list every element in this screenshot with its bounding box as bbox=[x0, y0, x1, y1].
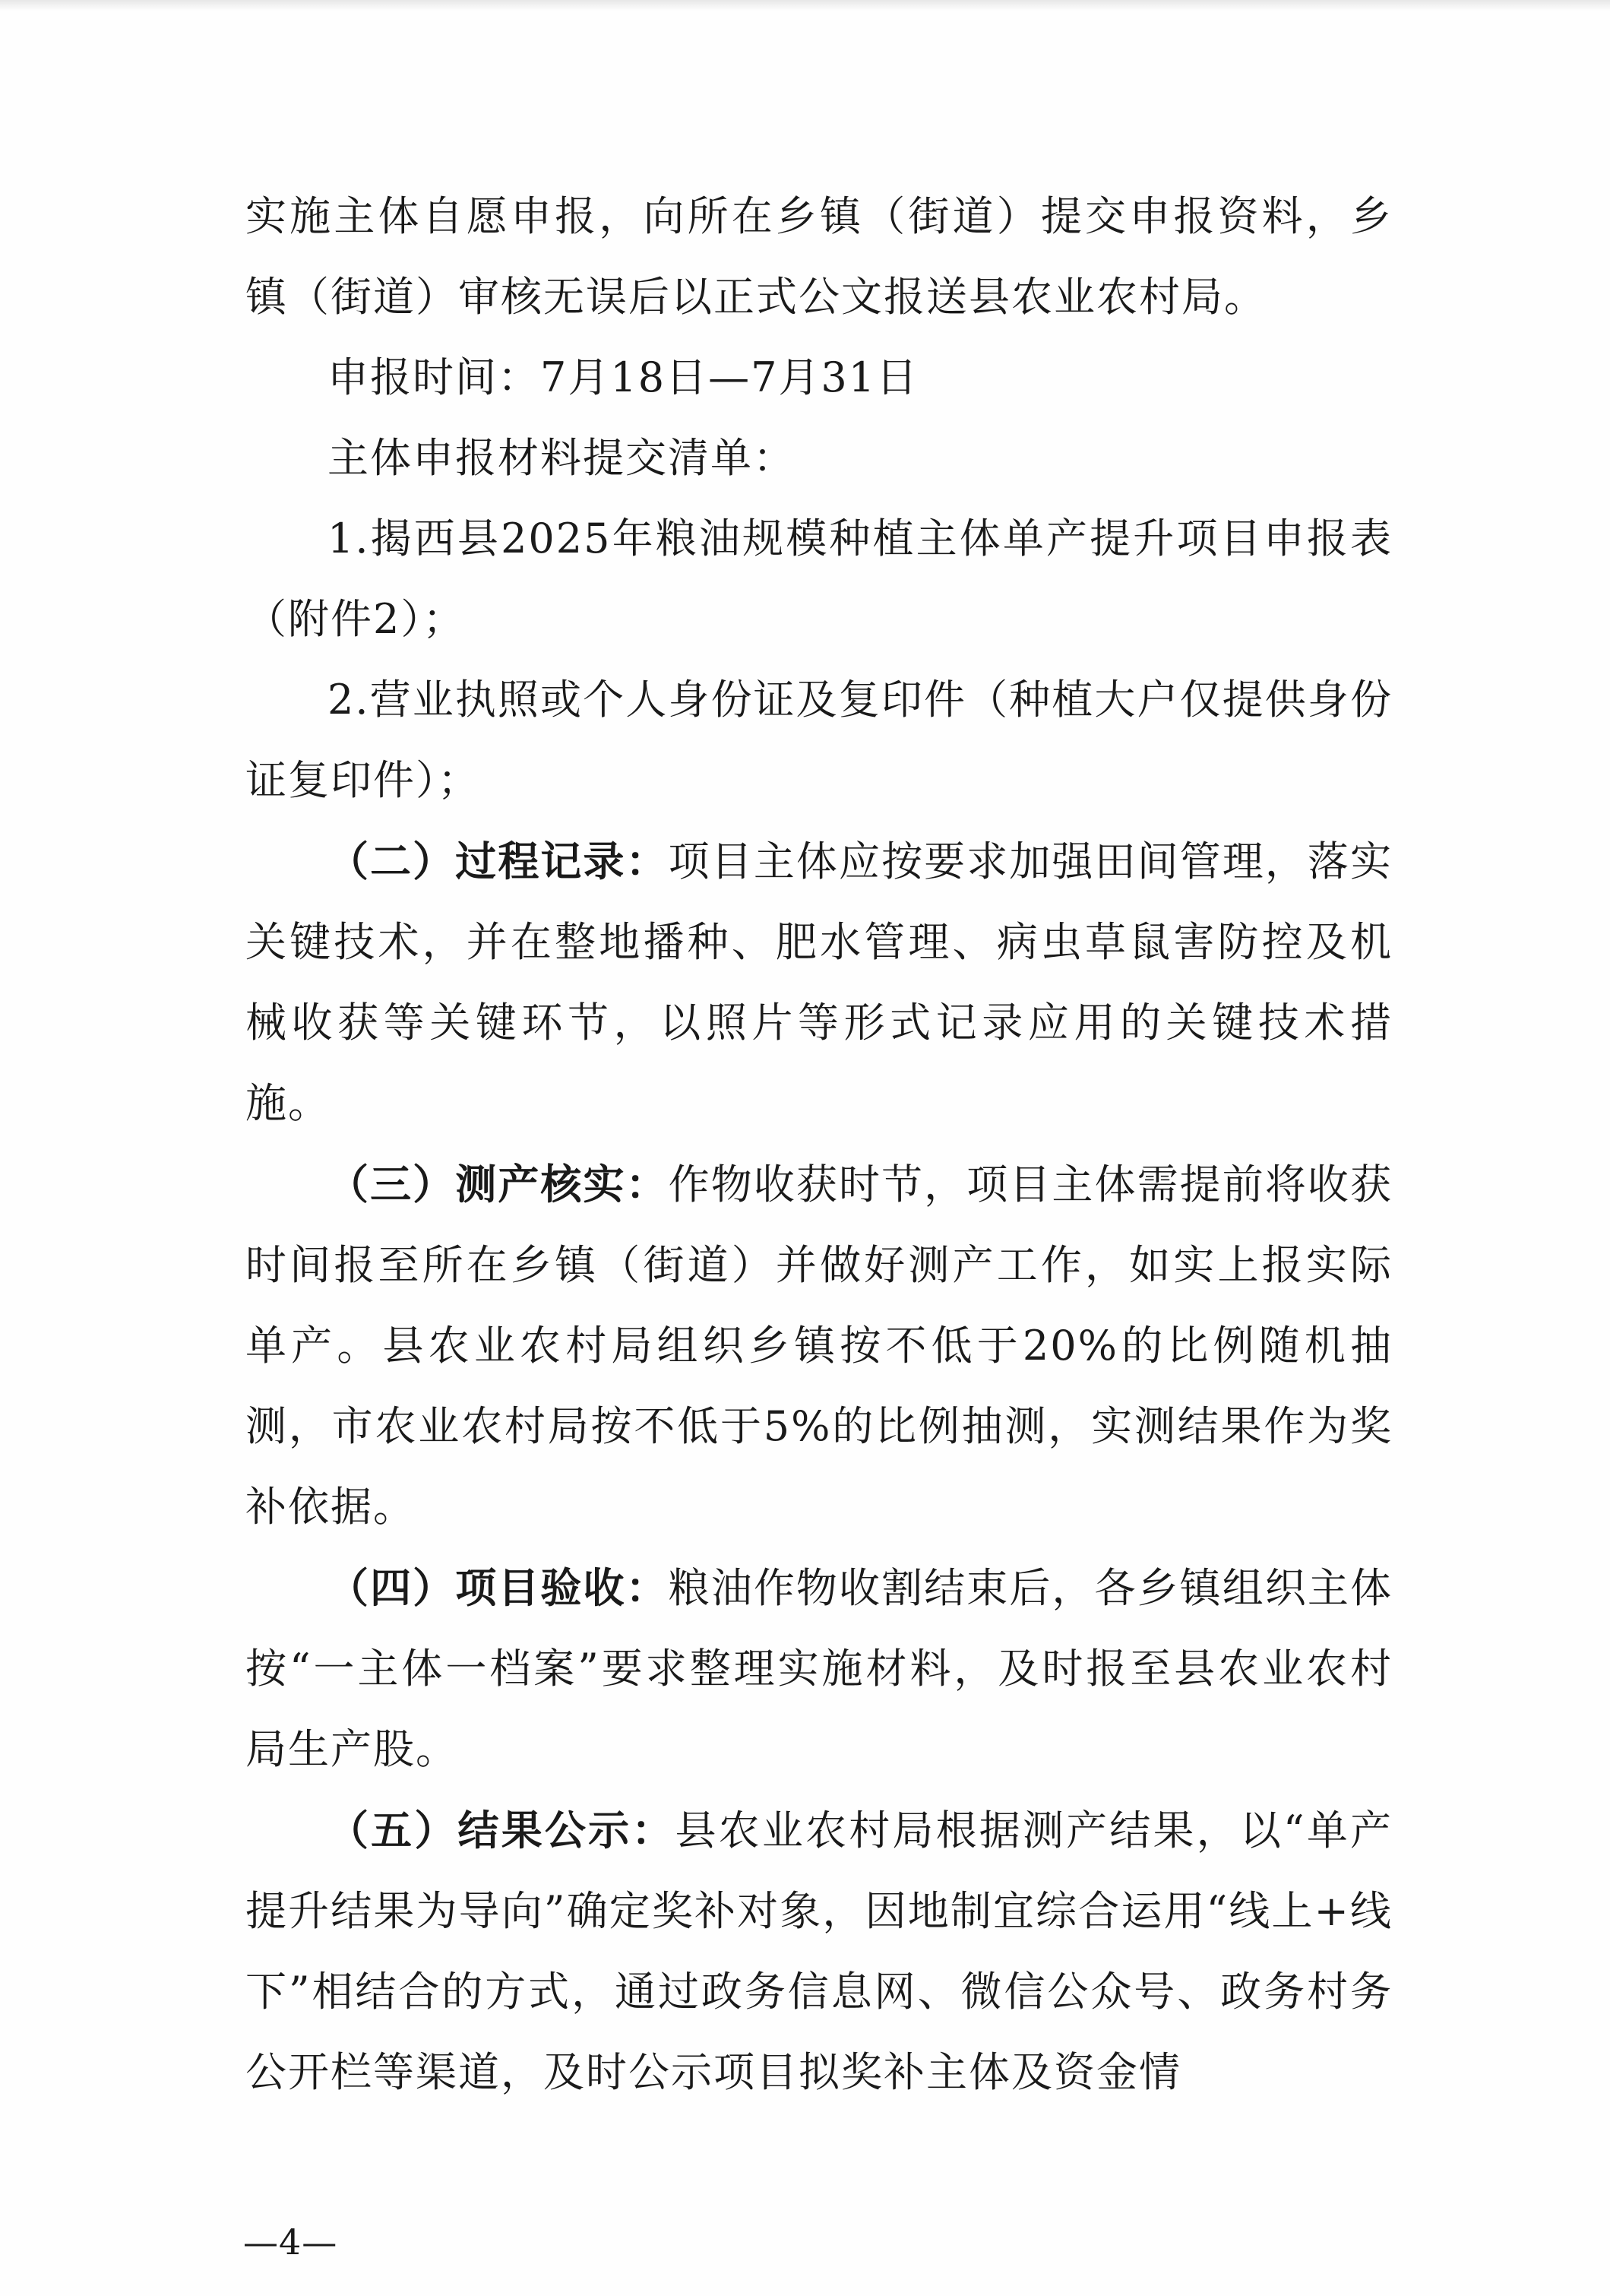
list-item-license-id bbox=[245, 660, 1393, 821]
section-heading: （三）测产核实： bbox=[327, 1160, 669, 1208]
section-text: 作物收获时节，项目主体需提前将收获时间报至所在乡镇（街道）并做好测产工作，如实上报实际单产。县农业农村局组织乡镇按不低于20%的比例随机抽测，市农业农村局按不低于5%的比例抽测，实测结果作为奖补依据。 bbox=[245, 1161, 1393, 1531]
section-heading: （二）过程记录： bbox=[327, 837, 669, 885]
paragraph-application-submission bbox=[245, 176, 1393, 337]
scan-edge bbox=[0, 0, 1610, 11]
paragraph-application-time bbox=[245, 337, 1393, 418]
paragraph-text: 主体申报材料提交清单： bbox=[327, 434, 796, 482]
section-project-acceptance bbox=[245, 1547, 1393, 1790]
paragraph-text: 1.揭西县2025年粮油规模种植主体单产提升项目申报表（附件2）； bbox=[245, 515, 1393, 643]
section-yield-verification bbox=[245, 1144, 1393, 1547]
section-process-record bbox=[245, 821, 1393, 1144]
section-result-publicity bbox=[245, 1790, 1393, 2113]
section-text: 粮油作物收割结束后，各乡镇组织主体按“一主体一档案”要求整理实施材料，及时报至县农业农村局生产股。 bbox=[245, 1564, 1393, 1773]
section-heading: （五）结果公示： bbox=[327, 1806, 675, 1854]
paragraph-text: 实施主体自愿申报，向所在乡镇（街道）提交申报资料，乡镇（街道）审核无误后以正式公文报送县农业农村局。 bbox=[245, 192, 1393, 321]
section-text: 项目主体应按要求加强田间管理，落实关键技术，并在整地播种、肥水管理、病虫草鼠害防控及机械收获等关键环节，以照片等形式记录应用的关键技术措施。 bbox=[245, 838, 1393, 1127]
paragraph-text: 申报时间：7月18日—7月31日 bbox=[327, 353, 919, 401]
document-body bbox=[245, 176, 1393, 2113]
paragraph-text: 2.营业执照或个人身份证及复印件（种植大户仅提供身份证复印件）； bbox=[245, 676, 1393, 804]
page-number: —4— bbox=[243, 2222, 338, 2263]
list-item-application-form bbox=[245, 499, 1393, 660]
section-text: 县农业农村局根据测产结果，以“单产提升结果为导向”确定奖补对象，因地制宜综合运用“线上+线下”相结合的方式，通过政务信息网、微信公众号、政务村务公开栏等渠道，及时公示项目拟奖补主体及资金情 bbox=[245, 1807, 1393, 2096]
paragraph-materials-list-title bbox=[245, 418, 1393, 499]
section-heading: （四）项目验收： bbox=[327, 1563, 669, 1612]
